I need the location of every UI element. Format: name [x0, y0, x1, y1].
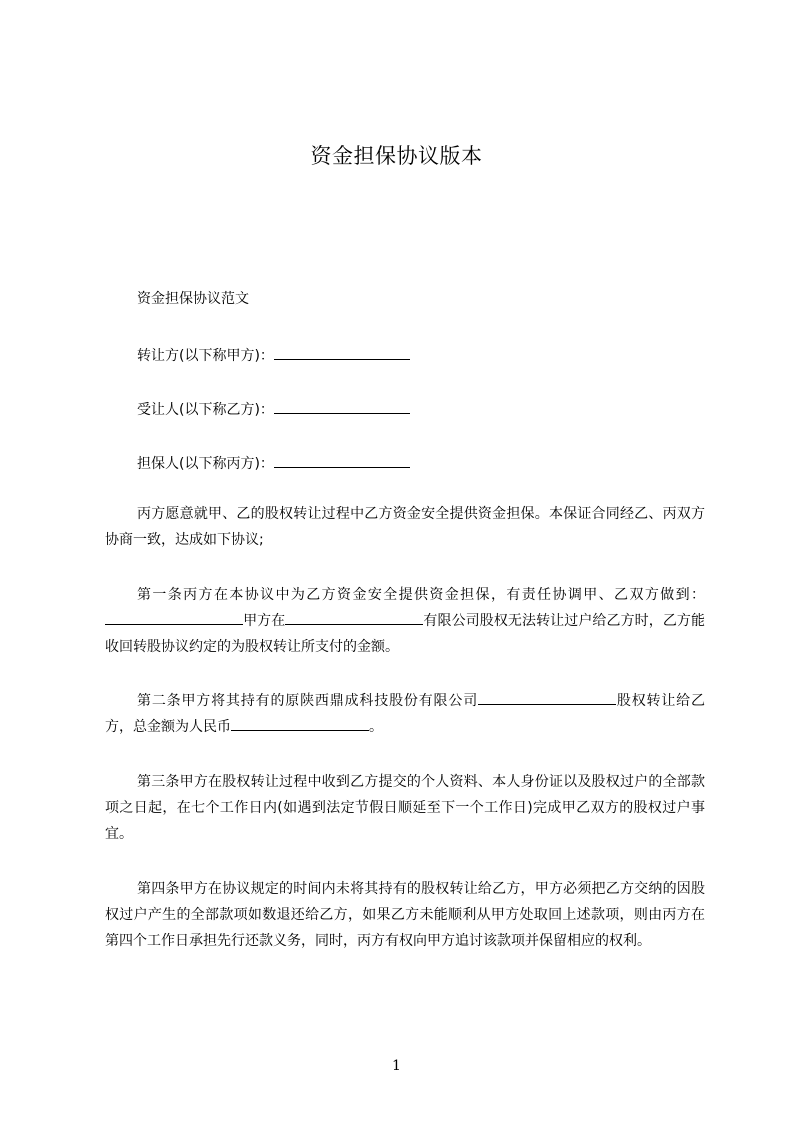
- article-1-text-1: 第一条丙方在本协议中为乙方资金安全提供资金担保，有责任协调甲、乙双方做到：: [137, 587, 705, 603]
- guarantor-blank: [274, 452, 410, 468]
- article-1-blank-1: [105, 609, 243, 625]
- party-guarantor-line: [137, 452, 410, 474]
- party-transferee-line: [137, 398, 410, 420]
- party-transferee-label: 受让人(以下称乙方)：: [137, 402, 274, 418]
- document-subtitle: 资金担保协议范文: [137, 291, 249, 307]
- article-1-paragraph: [105, 582, 705, 660]
- article-1-blank-2: [285, 609, 423, 625]
- article-4-paragraph: 第四条甲方在协议规定的时间内未将其持有的股权转让给乙方，甲方必须把乙方交纳的因股权过户产生的全部款项如数退还给乙方，如果乙方未能顺利从甲方处取回上述款项，则由丙方在第四个工作日承担先行还款义务，同时，丙方有权向甲方追讨该款项并保留相应的权利。: [105, 881, 705, 949]
- article-2-text-1: 第二条甲方将其持有的原陕西鼎成科技股份有限公司: [137, 693, 479, 709]
- article-2-paragraph: [105, 688, 705, 740]
- transferee-blank: [274, 398, 410, 414]
- article-2-text-3: 。: [369, 719, 383, 735]
- intro-paragraph: 丙方愿意就甲、乙的股权转让过程中乙方资金安全提供资金担保。本保证合同经乙、丙双方协商一致，达成如下协议;: [105, 506, 705, 548]
- transferor-blank: [274, 344, 410, 360]
- party-transferor-line: [137, 344, 410, 366]
- party-guarantor-label: 担保人(以下称丙方)：: [137, 456, 274, 472]
- party-transferor-label: 转让方(以下称甲方)：: [137, 348, 274, 364]
- article-1-text-2: 甲方在: [243, 613, 286, 629]
- article-1-text-3: 有限公司股权无法转让过户给乙方时，乙方能收回转股协议约定的为股权转让所支付的金额。: [105, 613, 706, 655]
- document-title: 资金担保协议版本: [310, 144, 483, 168]
- article-3-paragraph: 第三条甲方在股权转让过程中收到乙方提交的个人资料、本人身份证以及股权过户的全部款项之日起，在七个工作日内(如遇到法定节假日顺延至下一个工作日)完成甲乙双方的股权过户事宜。: [105, 774, 705, 842]
- article-2-text-2: 股权转让给乙方，总金额为人民币: [105, 693, 706, 735]
- article-2-blank-2: [231, 715, 369, 731]
- page-number: 1: [392, 1058, 401, 1074]
- article-2-blank-1: [478, 689, 616, 705]
